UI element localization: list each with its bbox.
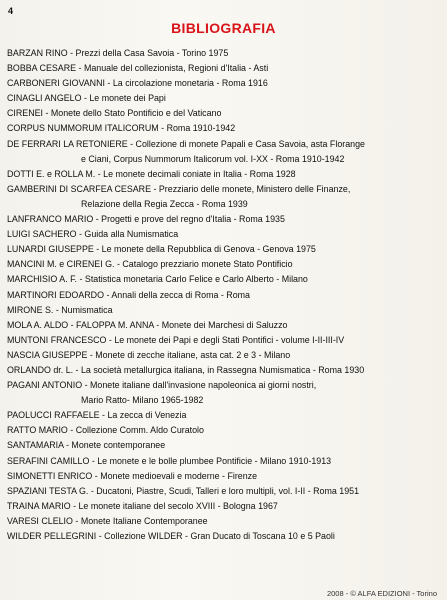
bibliography-entry: MARTINORI EDOARDO - Annali della zecca di Roma - Roma bbox=[7, 289, 250, 300]
bibliography-entry: WILDER PELLEGRINI - Collezione WILDER - Gran Ducato di Toscana 10 e 5 Paoli bbox=[7, 531, 335, 541]
bibliography-entry: BOBBA CESARE - Manuale del collezionista, Regioni d'Italia - Asti bbox=[7, 63, 269, 74]
bibliography-entry: LANFRANCO MARIO - Progetti e prove del regno d'Italia - Roma 1935 bbox=[7, 214, 285, 225]
bibliography-entry: LUNARDI GIUSEPPE - Le monete della Repubblica di Genova - Genova 1975 bbox=[7, 244, 316, 255]
bibliography-list bbox=[7, 46, 447, 544]
bibliography-entry-continuation: Mario Ratto- Milano 1965-1982 bbox=[81, 395, 204, 406]
footer-copyright: 2008 - © ALFA EDIZIONI - Torino bbox=[326, 589, 437, 598]
bibliography-entry: CIRENEI - Monete dello Stato Pontificio e del Vaticano bbox=[7, 108, 222, 119]
bibliography-entry: CARBONERI GIOVANNI - La circolazione monetaria - Roma 1916 bbox=[7, 78, 268, 89]
bibliography-entry: PAGANI ANTONIO - Monete italiane dall'invasione napoleonica ai giorni nostri, bbox=[7, 380, 317, 391]
bibliography-entry-continuation: e Ciani, Corpus Nummorum Italicorum vol. I-XX - Roma 1910-1942 bbox=[81, 153, 345, 164]
bibliography-entry: LUIGI SACHERO - Guida alla Numismatica bbox=[7, 229, 179, 240]
bibliography-entry: MUNTONI FRANCESCO - Le monete dei Papi e degli Stati Pontifici - volume I-II-III-IV bbox=[7, 334, 345, 345]
bibliography-entry: ORLANDO dr. L. - La società metallurgica italiana, in Rassegna Numismatica - Roma 1930 bbox=[7, 364, 365, 375]
bibliography-entry: CORPUS NUMMORUM ITALICORUM - Roma 1910-1942 bbox=[7, 123, 236, 134]
page-number: 4 bbox=[8, 6, 14, 16]
bibliography-entry: SERAFINI CAMILLO - Le monete e le bolle plumbee Pontificie - Milano 1910-1913 bbox=[7, 455, 332, 466]
page-title: BIBLIOGRAFIA bbox=[171, 20, 276, 36]
bibliography-entry: SANTAMARIA - Monete contemporanee bbox=[7, 440, 166, 451]
bibliography-entry: MOLA A. ALDO - FALOPPA M. ANNA - Monete dei Marchesi di Saluzzo bbox=[7, 319, 288, 330]
bibliography-entry: RATTO MARIO - Collezione Comm. Aldo Curatolo bbox=[7, 425, 204, 436]
bibliography-entry: MARCHISIO A. F. - Statistica monetaria Carlo Felice e Carlo Alberto - Milano bbox=[7, 274, 308, 285]
bibliography-entry: DE FERRARI LA RETONIERE - Collezione di monete Papali e Casa Savoia, asta Florange bbox=[7, 138, 365, 149]
bibliography-entry: SPAZIANI TESTA G. - Ducatoni, Piastre, Scudi, Talleri e loro multipli, vol. I-II - Roma 1951 bbox=[7, 485, 360, 496]
bibliography-entry: CINAGLI ANGELO - Le monete dei Papi bbox=[7, 93, 166, 104]
bibliography-entry: VARESI CLELIO - Monete Italiane Contemporanee bbox=[7, 515, 208, 526]
bibliography-entry: SIMONETTI ENRICO - Monete medioevali e moderne - Firenze bbox=[7, 470, 258, 481]
bibliography-entry: MIRONE S. - Numismatica bbox=[7, 304, 113, 315]
bibliography-entry: GAMBERINI DI SCARFEA CESARE - Prezziario delle monete, Ministero delle Finanze, bbox=[7, 183, 351, 194]
bibliography-entry: DOTTI E. e ROLLA M. - Le monete decimali coniate in Italia - Roma 1928 bbox=[7, 168, 296, 179]
bibliography-entry: NASCIA GIUSEPPE - Monete di zecche italiane, asta cat. 2 e 3 - Milano bbox=[7, 349, 291, 360]
bibliography-entry: PAOLUCCI RAFFAELE - La zecca di Venezia bbox=[7, 410, 187, 421]
bibliography-entry-continuation: Relazione della Regia Zecca - Roma 1939 bbox=[81, 198, 248, 209]
bibliography-entry: TRAINA MARIO - Le monete italiane del secolo XVIII - Bologna 1967 bbox=[7, 500, 278, 511]
bibliography-entry: BARZAN RINO - Prezzi della Casa Savoia - Torino 1975 bbox=[7, 48, 229, 58]
bibliography-entry: MANCINI M. e CIRENEI G. - Catalogo prezziario monete Stato Pontificio bbox=[7, 259, 293, 270]
